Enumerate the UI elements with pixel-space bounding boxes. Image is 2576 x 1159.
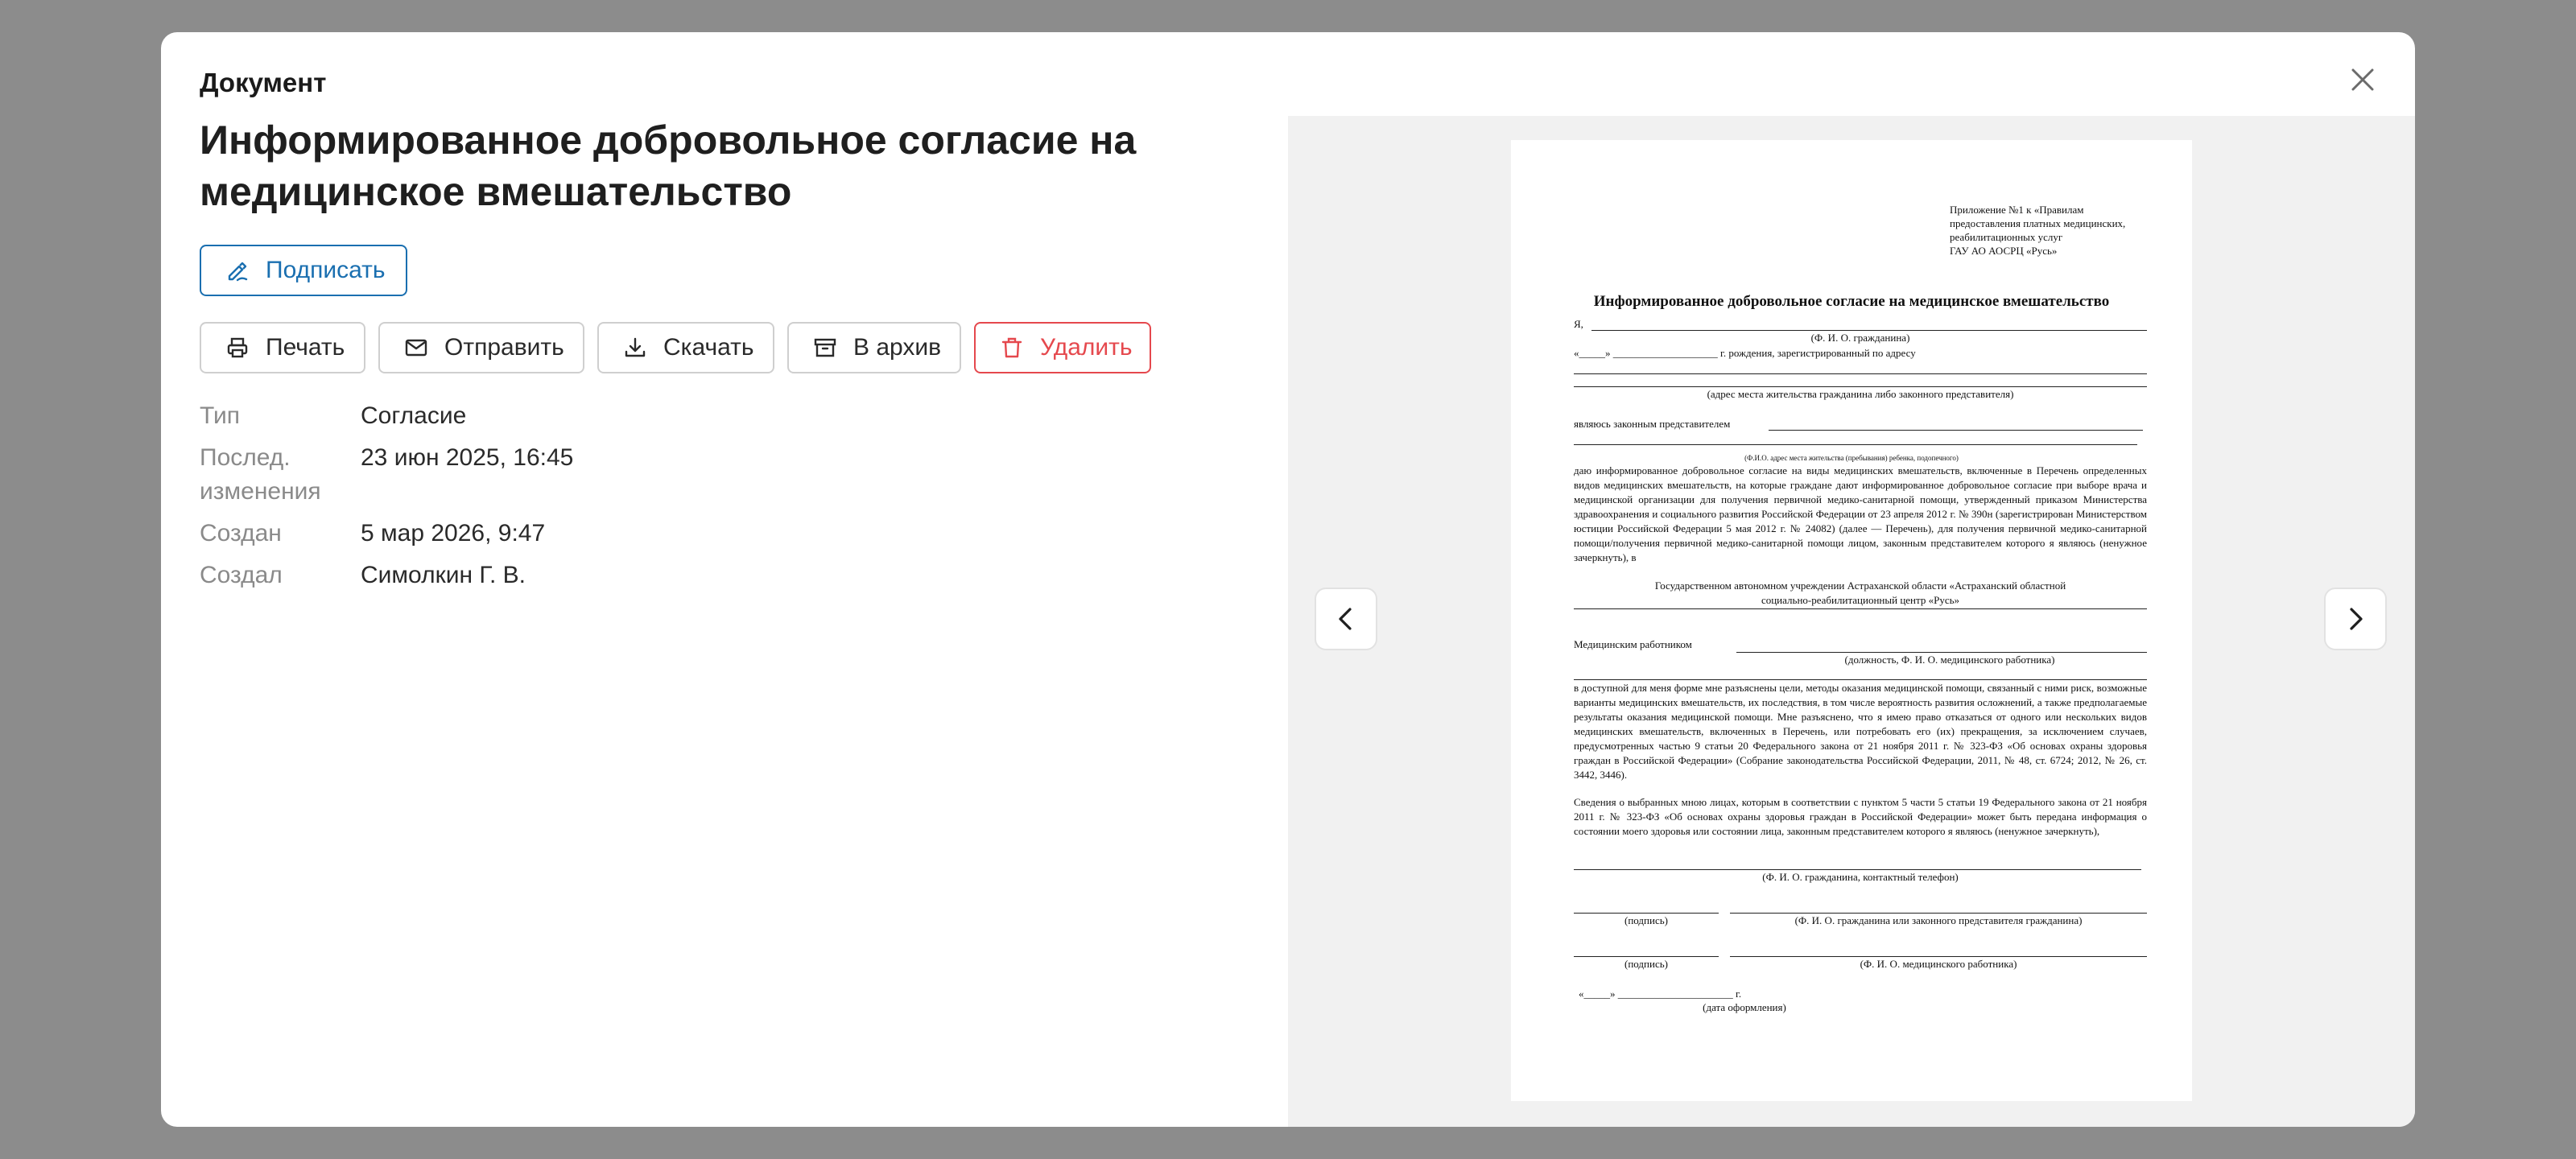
delete-button-label: Удалить	[1040, 334, 1133, 361]
meta-value: Согласие	[361, 402, 467, 429]
close-button[interactable]	[2341, 58, 2384, 101]
modal-eyebrow: Документ	[200, 68, 327, 97]
archive-icon	[813, 336, 837, 360]
doc-fill-line	[1574, 444, 2137, 445]
doc-caption-small: (Ф.И.О. адрес места жительства (пребывания) ребенка, подопечного)	[1744, 454, 1959, 462]
meta-key: Создал	[200, 562, 283, 588]
doc-line-representative: являюсь законным представителем	[1574, 418, 1731, 430]
meta-value: Симолкин Г. В.	[361, 562, 526, 588]
document-metadata	[200, 399, 924, 600]
doc-fill-line	[1574, 608, 2147, 609]
details-panel	[200, 32, 1246, 1127]
doc-paragraph-consent: даю информированное добровольное согласие на виды медицинских вмешательств, включенные в Перечень определенных видов медицинских вмешательств, на которые граждане дают информированное добровольное согласие при выборе врача и медицинской организации для получения первичной медико-санитарной помощи, утвержденный приказом Министерства здравоохранения и социального развития Российской Федерации от 23 апреля 2012 г. № 390н (зарегистрирован Министерством юстиции Российской Федерации 5 мая 2012 г. № 24082) (далее — Перечень), для получения первичной медико-санитарной помощи/получения первичной медико-санитарной помощи лицом, законным представителем которого я являюсь (ненужное зачеркнуть), в	[1574, 464, 2147, 563]
previous-page-button[interactable]	[1315, 588, 1377, 650]
doc-line-date: «_____» ______________________ г.	[1579, 988, 1742, 1000]
print-button-label: Печать	[266, 334, 345, 361]
meta-row-created	[200, 517, 924, 551]
doc-org-line: Государственном автономном учреждении Астраханской области «Астраханский областной	[1654, 580, 2066, 592]
send-button[interactable]	[378, 322, 584, 373]
doc-caption-address: (адрес места жительства гражданина либо законного представителя)	[1707, 388, 2014, 400]
doc-appendix-line: предоставления платных медицинских,	[1950, 217, 2126, 229]
doc-line-born: «_____» ____________________ г. рождения, зарегистрированный по адресу	[1574, 347, 1916, 359]
doc-signature-line	[1574, 956, 1719, 957]
doc-appendix-line: Приложение №1 к «Правилам	[1950, 204, 2084, 216]
document-title: Информированное добровольное согласие на медицинское вмешательство	[200, 118, 1137, 214]
meta-row-author	[200, 559, 924, 592]
doc-caption-worker: (должность, Ф. И. О. медицинского работника)	[1844, 654, 2055, 666]
meta-key: Послед. изменения	[200, 444, 321, 505]
doc-line-ya: Я,	[1574, 318, 1583, 330]
meta-key: Тип	[200, 402, 241, 429]
doc-signature-line	[1574, 913, 1719, 914]
doc-appendix-line: ГАУ АО АОСРЦ «Русь»	[1950, 245, 2058, 257]
doc-caption-date: (дата оформления)	[1703, 1001, 1786, 1013]
doc-appendix-line: реабилитационных услуг	[1950, 231, 2063, 243]
doc-fill-line	[1574, 869, 2141, 870]
doc-caption-worker-fio: (Ф. И. О. медицинского работника)	[1860, 958, 2017, 970]
meta-value: 23 июн 2025, 16:45	[361, 444, 574, 471]
doc-fill-line	[1736, 652, 2147, 653]
document-modal	[161, 32, 2415, 1127]
chevron-right-icon	[2342, 605, 2369, 633]
download-button-label: Скачать	[663, 334, 754, 361]
doc-fill-line	[1574, 679, 2147, 680]
doc-fill-line	[1730, 913, 2147, 914]
doc-paragraph-info: Сведения о выбранных мною лицах, которым в соответствии с пунктом 5 части 5 статьи 19 Федерального закона от 21 ноября 2011 г. № 323-ФЗ «Об основах охраны здоровья граждан в Российской Федерации» может быть передана информация о состоянии моего здоровья или состоянии лица, законным представителем которого я являюсь (ненужное зачеркнуть),	[1574, 796, 2147, 837]
print-button[interactable]	[200, 322, 365, 373]
download-icon	[623, 336, 647, 360]
trash-icon	[1000, 336, 1024, 360]
doc-caption-contact: (Ф. И. О. гражданина, контактный телефон)	[1762, 871, 1959, 883]
doc-caption-fio: (Ф. И. О. гражданина)	[1810, 332, 1910, 344]
archive-button[interactable]	[787, 322, 961, 373]
meta-value: 5 мар 2026, 9:47	[361, 520, 546, 547]
doc-fill-line	[1574, 386, 2147, 387]
close-icon	[2351, 68, 2375, 92]
mail-icon	[404, 336, 428, 360]
chevron-left-icon	[1332, 605, 1360, 633]
archive-button-label: В архив	[853, 334, 942, 361]
next-page-button[interactable]	[2324, 588, 2387, 650]
meta-row-type	[200, 399, 924, 433]
pen-sign-icon	[225, 258, 250, 283]
doc-fill-line	[1591, 330, 2147, 331]
doc-fill-line	[1574, 373, 2147, 374]
doc-org-line: социально-реабилитационный центр «Русь»	[1761, 594, 1960, 606]
doc-caption-signature: (подпись)	[1624, 958, 1668, 970]
doc-line-worker: Медицинским работником	[1574, 638, 1692, 650]
doc-paragraph-explained: в доступной для меня форме мне разъяснены цели, методы оказания медицинской помощи, связанный с ними риск, возможные варианты медицинских вмешательств, их последствия, в том числе вероятность развития осложнений, а также предполагаемые результаты оказания медицинской помощи. Мне разъяснено, что я имею право отказаться от одного или нескольких видов медицинских вмешательств, включенных в Перечень, или потребовать его (их) прекращения, за исключением случаев, предусмотренных частью 9 статьи 20 Федерального закона от 21 ноября 2011 г. № 323-ФЗ «Об основах охраны здоровья граждан в Российской Федерации» (Собрание законодательства Российской Федерации, 2011, № 48, ст. 6724; 2012, № 26, ст. 3442, 3446).	[1574, 682, 2147, 781]
doc-fill-line	[1730, 956, 2147, 957]
doc-fill-line	[1769, 430, 2143, 431]
meta-key: Создан	[200, 520, 282, 547]
send-button-label: Отправить	[444, 334, 564, 361]
meta-row-modified	[200, 441, 924, 509]
document-preview	[1288, 116, 2415, 1127]
delete-button[interactable]	[974, 322, 1151, 373]
doc-caption-signature: (подпись)	[1624, 914, 1668, 926]
doc-caption-patient-fio: (Ф. И. О. гражданина или законного представителя гражданина)	[1794, 914, 2083, 926]
sign-button-label: Подписать	[266, 257, 386, 283]
doc-title: Информированное добровольное согласие на медицинское вмешательство	[1593, 293, 2110, 310]
sign-button[interactable]	[200, 245, 407, 296]
printer-icon	[225, 336, 250, 360]
download-button[interactable]	[597, 322, 774, 373]
document-page	[1511, 140, 2192, 1101]
doc-appendix-note	[1950, 203, 2159, 258]
